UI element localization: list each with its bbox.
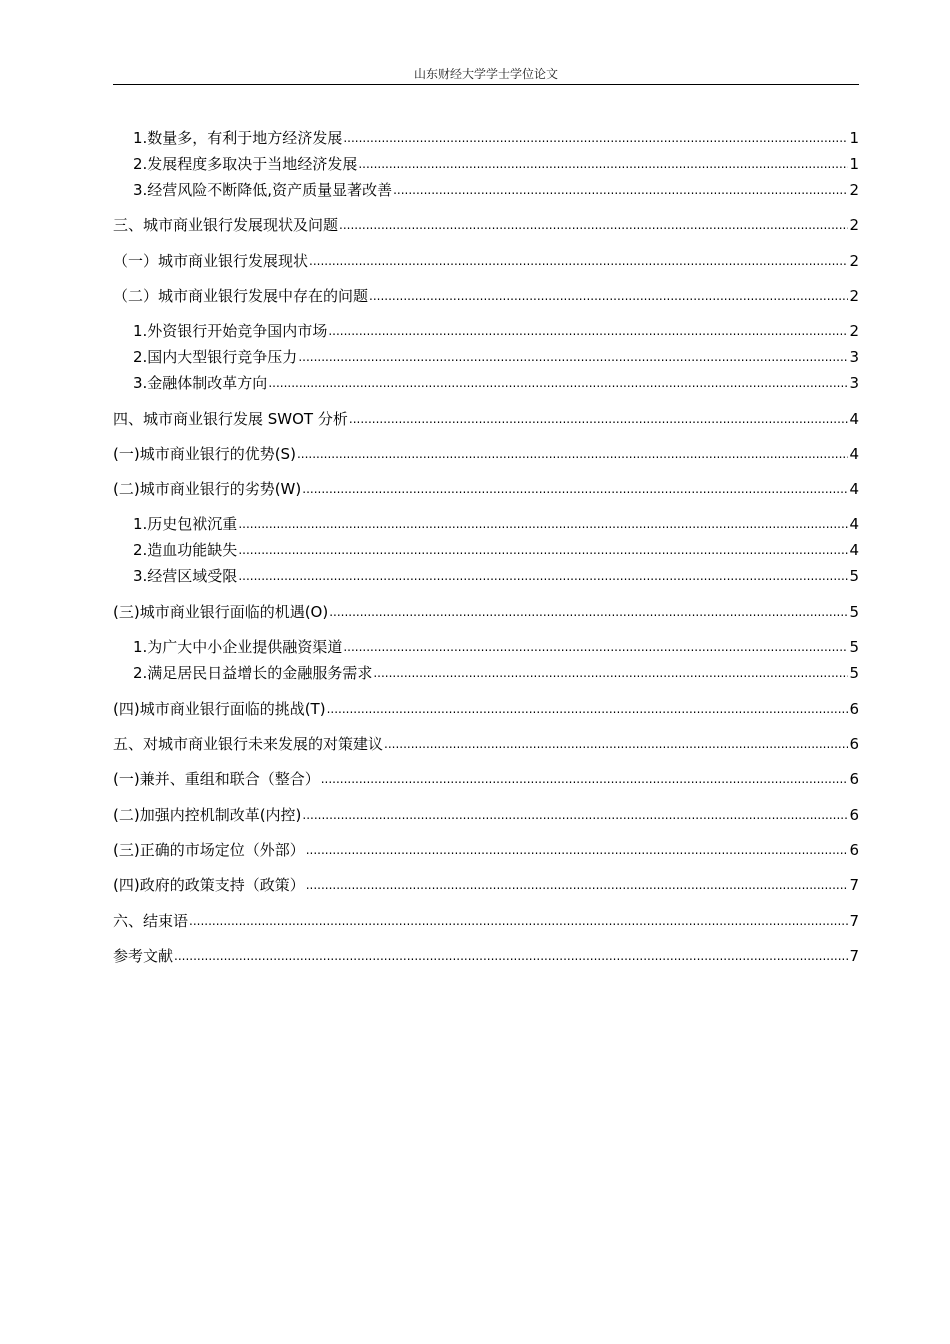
toc-entry-title: （二）城市商业银行发展中存在的问题 [113,287,369,305]
toc-entry-page: 5 [849,664,859,682]
dot-leader [238,514,848,534]
toc-entry[interactable] [113,319,859,341]
toc-entry-page: 6 [849,841,859,859]
toc-entry[interactable] [113,152,859,174]
toc-entry-title: 1.数量多，有利于地方经济发展 [133,129,343,147]
dot-leader [297,444,849,464]
toc-entry[interactable] [113,512,859,534]
dot-leader [174,946,848,966]
dot-leader [349,409,849,429]
page-header: 山东财经大学学士学位论文 [113,64,859,85]
toc-entry-title: 3.经营区域受限 [133,567,238,585]
dot-leader [373,663,848,683]
dot-leader [302,479,848,499]
toc-entry-page: 6 [849,700,859,718]
dot-leader [329,602,848,622]
toc-entry-title: 2.造血功能缺失 [133,541,238,559]
toc-entry[interactable] [113,661,859,683]
toc-entry[interactable] [113,635,859,657]
toc-entry-page: 4 [849,480,859,498]
dot-leader [189,911,848,931]
toc-entry-page: 2 [849,322,859,340]
toc-entry-title: (四)政府的政策支持（政策） [113,876,305,894]
toc-entry-title: (一)兼并、重组和联合（整合） [113,770,320,788]
dot-leader [369,286,848,306]
toc-entry-page: 3 [849,348,859,366]
toc-entry-title: 三、城市商业银行发展现状及问题 [113,216,339,234]
toc-entry[interactable] [113,213,859,235]
dot-leader [358,154,848,174]
dot-leader [306,840,849,860]
dot-leader [327,699,849,719]
dot-leader [321,769,849,789]
toc-entry[interactable] [113,767,859,789]
toc-entry-title: (二)加强内控机制改革(内控) [113,806,302,824]
toc-entry-page: 4 [849,515,859,533]
toc-entry-title: 3.金融体制改革方向 [133,374,268,392]
toc-entry-title: 六、结束语 [113,912,189,930]
toc-entry[interactable] [113,284,859,306]
toc-entry-page: 6 [849,806,859,824]
toc-entry-page: 4 [849,445,859,463]
toc-entry-page: 5 [849,603,859,621]
toc-entry-title: 1.外资银行开始竞争国内市场 [133,322,328,340]
toc-entry-title: 参考文献 [113,947,174,965]
toc-entry-title: (二)城市商业银行的劣势(W) [113,480,302,498]
dot-leader [393,180,848,200]
dot-leader [268,373,848,393]
toc-entry[interactable] [113,477,859,499]
toc-entry[interactable] [113,803,859,825]
toc-entry-title: 2.国内大型银行竞争压力 [133,348,298,366]
dot-leader [343,128,848,148]
toc-entry[interactable] [113,732,859,754]
toc-entry[interactable] [113,873,859,895]
dot-leader [328,321,848,341]
toc-entry[interactable] [113,838,859,860]
toc-entry[interactable] [113,538,859,560]
toc-entry-title: 四、城市商业银行发展 SWOT 分析 [113,410,348,428]
toc-entry-page: 6 [849,770,859,788]
dot-leader [306,875,849,895]
toc-entry[interactable] [113,249,859,271]
dot-leader [238,566,848,586]
toc-entry-title: 1.历史包袱沉重 [133,515,238,533]
toc-entry-page: 5 [849,638,859,656]
toc-entry-title: 2.满足居民日益增长的金融服务需求 [133,664,373,682]
toc-entry-title: 2.发展程度多取决于当地经济发展 [133,155,358,173]
toc-entry-page: 5 [849,567,859,585]
toc-entry-title: （一）城市商业银行发展现状 [113,252,309,270]
toc-entry-title: (四)城市商业银行面临的挑战(T) [113,700,326,718]
toc-entry-page: 6 [849,735,859,753]
dot-leader [309,251,848,271]
toc-entry[interactable] [113,600,859,622]
toc-entry[interactable] [113,909,859,931]
toc-entry[interactable] [113,442,859,464]
toc-entry[interactable] [113,178,859,200]
toc-entry-title: (三)城市商业银行面临的机遇(O) [113,603,329,621]
dot-leader [384,734,848,754]
toc-entry-page: 7 [849,947,859,965]
toc-entry-page: 2 [849,181,859,199]
toc-entry-title: 五、对城市商业银行未来发展的对策建议 [113,735,384,753]
toc-entry[interactable] [113,944,859,966]
toc-entry-page: 2 [849,252,859,270]
toc-entry-page: 2 [849,216,859,234]
toc-entry-page: 7 [849,912,859,930]
toc-entry-page: 2 [849,287,859,305]
toc-entry[interactable] [113,697,859,719]
toc-entry-title: 3.经营风险不断降低,资产质量显著改善 [133,181,393,199]
dot-leader [238,540,848,560]
toc-entry[interactable] [113,564,859,586]
dot-leader [298,347,848,367]
toc-entry-page: 1 [849,155,859,173]
toc-entry[interactable] [113,126,859,148]
dot-leader [302,805,848,825]
toc-entry-title: 1.为广大中小企业提供融资渠道 [133,638,343,656]
toc-entry-title: (三)正确的市场定位（外部） [113,841,305,859]
toc-entry-page: 7 [849,876,859,894]
toc-entry-page: 3 [849,374,859,392]
toc-entry[interactable] [113,407,859,429]
toc-entry-page: 4 [849,410,859,428]
toc-entry-page: 1 [849,129,859,147]
toc-entry[interactable] [113,345,859,367]
toc-entry-page: 4 [849,541,859,559]
toc-entry-title: (一)城市商业银行的优势(S) [113,445,296,463]
dot-leader [339,215,848,235]
toc-entry[interactable] [113,371,859,393]
dot-leader [343,637,848,657]
